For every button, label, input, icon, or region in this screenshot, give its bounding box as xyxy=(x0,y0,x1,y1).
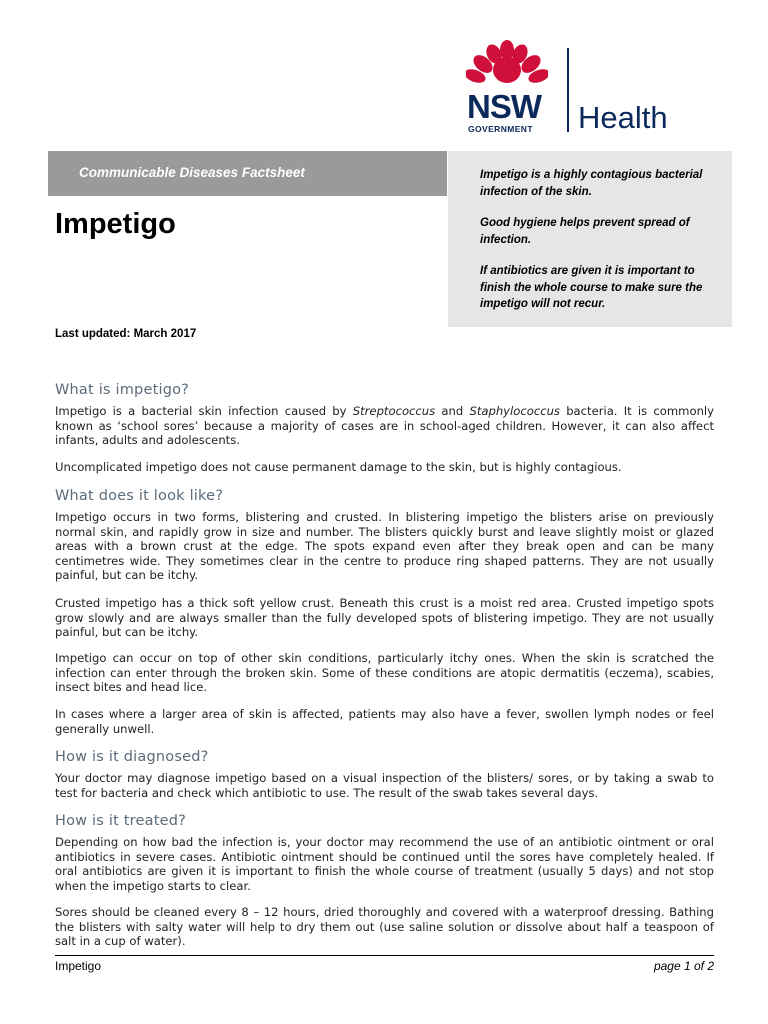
paragraph: Impetigo can occur on top of other skin conditions, particularly itchy ones. When the skin is scratched the infection can enter through the broken skin. Some of these conditions are atopic dermatitis (eczema), scabies, insect bites and head lice. xyxy=(55,651,714,694)
paragraph: Depending on how bad the infection is, your doctor may recommend the use of an antibiotic ointment or oral antibiotics in severe cases. Antibiotic ointment should be continued until the sores have completely healed. If oral antibiotics are given it is important to finish the whole course of treatment (usually 5 days) and not stop when the impetigo starts to clear. xyxy=(55,835,714,893)
paragraph: Impetigo occurs in two forms, blistering and crusted. In blistering impetigo the blisters arise on previously normal skin, and rapidly grow in size and number. The blisters quickly burst and leave slightly moist or glazed areas with a brown crust at the edge. The spots expand even after they break open and can be many centimetres wide. They sometimes clear in the centre to produce ring shaped patterns. They are not usually painful, but can be itchy. xyxy=(55,510,714,582)
footer-title: Impetigo xyxy=(55,959,102,973)
paragraph-text: Impetigo is a bacterial skin infection caused by Streptococcus and Staphylococcus bacteria. It is commonly known as ‘school sores’ because a majority of cases are in school-aged children. However, it can also affect infants, adults and adolescents. xyxy=(55,404,715,447)
paragraph: Your doctor may diagnose impetigo based on a visual inspection of the blisters/ sores, or by taking a swab to test for bacteria and check which antibiotic to use. The result of the swab takes several days. xyxy=(55,771,714,800)
paragraph: In cases where a larger area of skin is affected, patients may also have a fever, swollen lymph nodes or feel generally unwell. xyxy=(55,707,714,736)
key-point: If antibiotics are given it is important to finish the whole course to make sure the impetigo will not recur. xyxy=(480,265,703,310)
logo-divider xyxy=(567,48,569,132)
paragraph: Crusted impetigo has a thick soft yellow crust. Beneath this crust is a moist red area. Crusted impetigo spots grow slowly and are always smaller than the fully developed spots of blistering impetigo. They are not usually painful, but can be itchy. xyxy=(55,596,714,639)
paragraph: Uncomplicated impetigo does not cause permanent damage to the skin, but is highly contagious. xyxy=(55,460,622,474)
section-heading: How is it treated? xyxy=(55,813,186,829)
logo-government-text: GOVERNMENT xyxy=(468,124,533,134)
bacteria-name: Streptococcus xyxy=(352,404,436,418)
logo-nsw-text: NSW xyxy=(467,88,541,125)
last-updated: Last updated: March 2017 xyxy=(55,328,197,340)
section-heading: How is it diagnosed? xyxy=(55,749,209,765)
bacteria-name: Staphylococcus xyxy=(469,404,560,418)
key-points-box xyxy=(448,151,732,327)
key-point: Impetigo is a highly contagious bacterial infection of the skin. xyxy=(480,169,703,198)
logo-health-text: Health xyxy=(578,100,668,135)
waratah-flower-icon xyxy=(466,40,548,86)
page-number: page 1 of 2 xyxy=(653,959,714,973)
page-title: Impetigo xyxy=(55,208,176,240)
footer-divider xyxy=(55,955,714,956)
key-point: Good hygiene helps prevent spread of infection. xyxy=(480,217,690,246)
paragraph xyxy=(55,404,714,448)
section-heading: What is impetigo? xyxy=(55,382,190,398)
banner-label: Communicable Diseases Factsheet xyxy=(79,165,305,180)
paragraph: Sores should be cleaned every 8 – 12 hours, dried thoroughly and covered with a waterproof dressing. Bathing the blisters with salty water will help to dry them out (use saline solution or dissolve about half a teaspoon of salt in a cup of water). xyxy=(55,905,714,948)
section-heading: What does it look like? xyxy=(55,488,224,504)
factsheet-banner xyxy=(48,151,447,196)
nsw-health-logo xyxy=(462,40,692,140)
